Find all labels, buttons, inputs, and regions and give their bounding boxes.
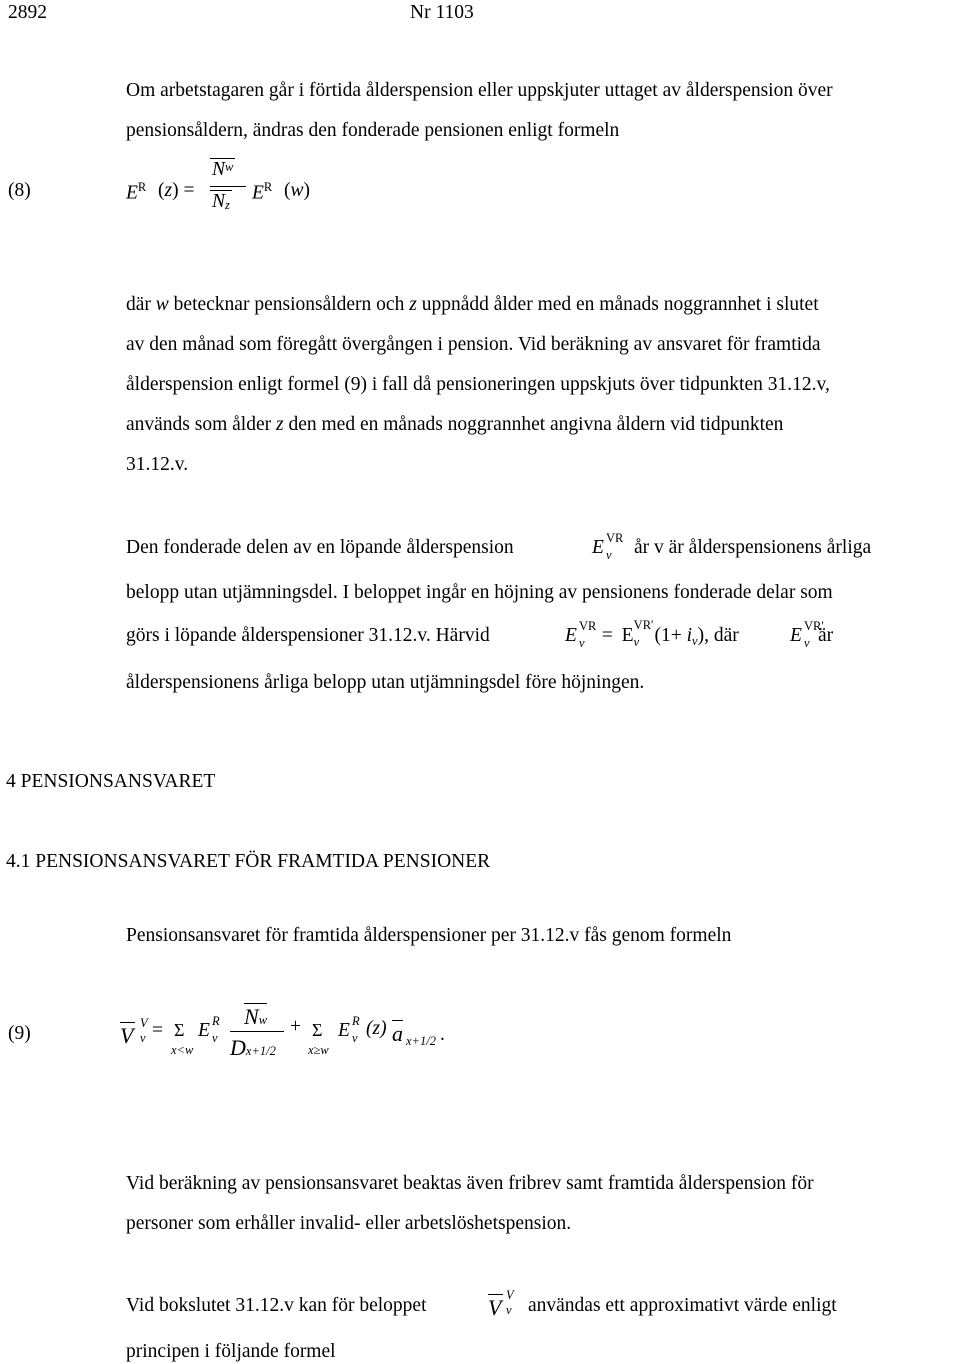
formula-9-V-sub: v: [140, 1031, 146, 1045]
formula-9-sum2-index: x≥w: [308, 1043, 329, 1057]
para5-line1: Vid beräkning av pensionsansvaret beaktas även fribrev samt framtida ålderspension för: [126, 1173, 814, 1194]
page-number: 2892: [8, 2, 47, 23]
section-4-1-heading: 4.1 PENSIONSANSVARET FÖR FRAMTIDA PENSIONER: [6, 851, 491, 872]
para6-line1b: användas ett approximativt värde enligt: [528, 1295, 837, 1316]
formula-8-denominator: Nz: [212, 191, 230, 212]
para1-line1: Om arbetstagaren går i förtida ålderspension eller uppskjuter uttaget av ålderspension över: [126, 80, 833, 101]
para4-line1: Pensionsansvaret för framtida ålderspensioner per 31.12.v fås genom formeln: [126, 925, 732, 946]
formula-8-E-right: $E^R$: [252, 180, 273, 204]
para3-line4: ålderspensionens årliga belopp utan utjämningsdel före höjningen.: [126, 672, 645, 693]
para3-line2: belopp utan utjämningsdel. I beloppet ingår en höjning av pensionens fonderade delar som: [126, 582, 833, 603]
formula-9-numerator: Nw: [244, 1004, 268, 1029]
document-number: Nr 1103: [410, 2, 474, 23]
para3-line1a: Den fonderade delen av en löpande ålderspension: [126, 537, 514, 558]
para3-line3c: är: [818, 625, 834, 646]
formula-8-arg-z: (z) =: [158, 180, 195, 201]
formula-9-V: V: [120, 1023, 134, 1048]
formula-9-sigma-2: Σ: [312, 1020, 323, 1040]
para2-line4: används som ålder z den med en månads noggrannhet angivna åldern vid tidpunkten: [126, 414, 784, 435]
formula-8-fraction-bar: [210, 186, 246, 187]
para1-line2: pensionsåldern, ändras den fonderade pensionen enligt formeln: [126, 120, 620, 141]
para3-line3a: görs i löpande ålderspensioner 31.12.v. Härvid: [126, 625, 490, 646]
formula-9-denominator: Dx+1/2: [230, 1035, 276, 1060]
formula-8-E-left: $E^R$: [126, 180, 147, 204]
formula-8-numerator: $N^w$: [212, 159, 234, 180]
para6-line2: principen i följande formel: [126, 1341, 336, 1362]
formula-9-a-sub: x+1/2: [406, 1034, 436, 1048]
para3-E-v-VR: E VR v: [592, 531, 624, 562]
formula-9-plus: +: [290, 1016, 301, 1037]
para6-line1a: Vid bokslutet 31.12.v kan för beloppet: [126, 1295, 427, 1316]
para2-line1: där w betecknar pensionsåldern och z uppnådd ålder med en månads noggrannhet i slutet: [126, 294, 819, 315]
formula-9-E2: E R v: [338, 1014, 360, 1045]
formula-9-a: a: [392, 1021, 403, 1046]
formula-9-equals: =: [152, 1020, 163, 1041]
formula-9-sum1-index: x<w: [171, 1043, 194, 1057]
para2-line3: ålderspension enligt formel (9) i fall då pensioneringen uppskjuts över tidpunkten 31.12.v,: [126, 374, 830, 395]
para3-formula: E VR v = E VR' v $(1+ i_v)$, där: [565, 618, 739, 650]
formula-9-dot: .: [440, 1024, 445, 1045]
formula-9-V-sup: V: [140, 1016, 148, 1030]
formula-8-arg-w: (w): [284, 180, 311, 201]
para5-line2: personer som erhåller invalid- eller arbetslöshetspension.: [126, 1213, 572, 1234]
formula-9-sigma-1: Σ: [174, 1020, 185, 1040]
para6-V-sup: V: [506, 1288, 514, 1302]
para6-V: V: [488, 1295, 502, 1320]
para2-line5: 31.12.v.: [126, 454, 189, 475]
formula-9-label: (9): [8, 1023, 31, 1044]
formula-9-z: (z): [366, 1018, 387, 1039]
para3-line1b: år v är ålderspensionens årliga: [634, 537, 872, 558]
formula-9-fraction-bar: [230, 1031, 284, 1032]
formula-9-E1: E R v: [198, 1014, 220, 1045]
section-4-heading: 4 PENSIONSANSVARET: [6, 771, 216, 792]
para2-line2: av den månad som föregått övergången i pension. Vid beräkning av ansvaret för framtida: [126, 334, 821, 355]
para6-V-sub: v: [506, 1303, 512, 1317]
para3-E-v-VRprime: E VR' v: [790, 619, 824, 650]
formula-8-label: (8): [8, 180, 31, 201]
